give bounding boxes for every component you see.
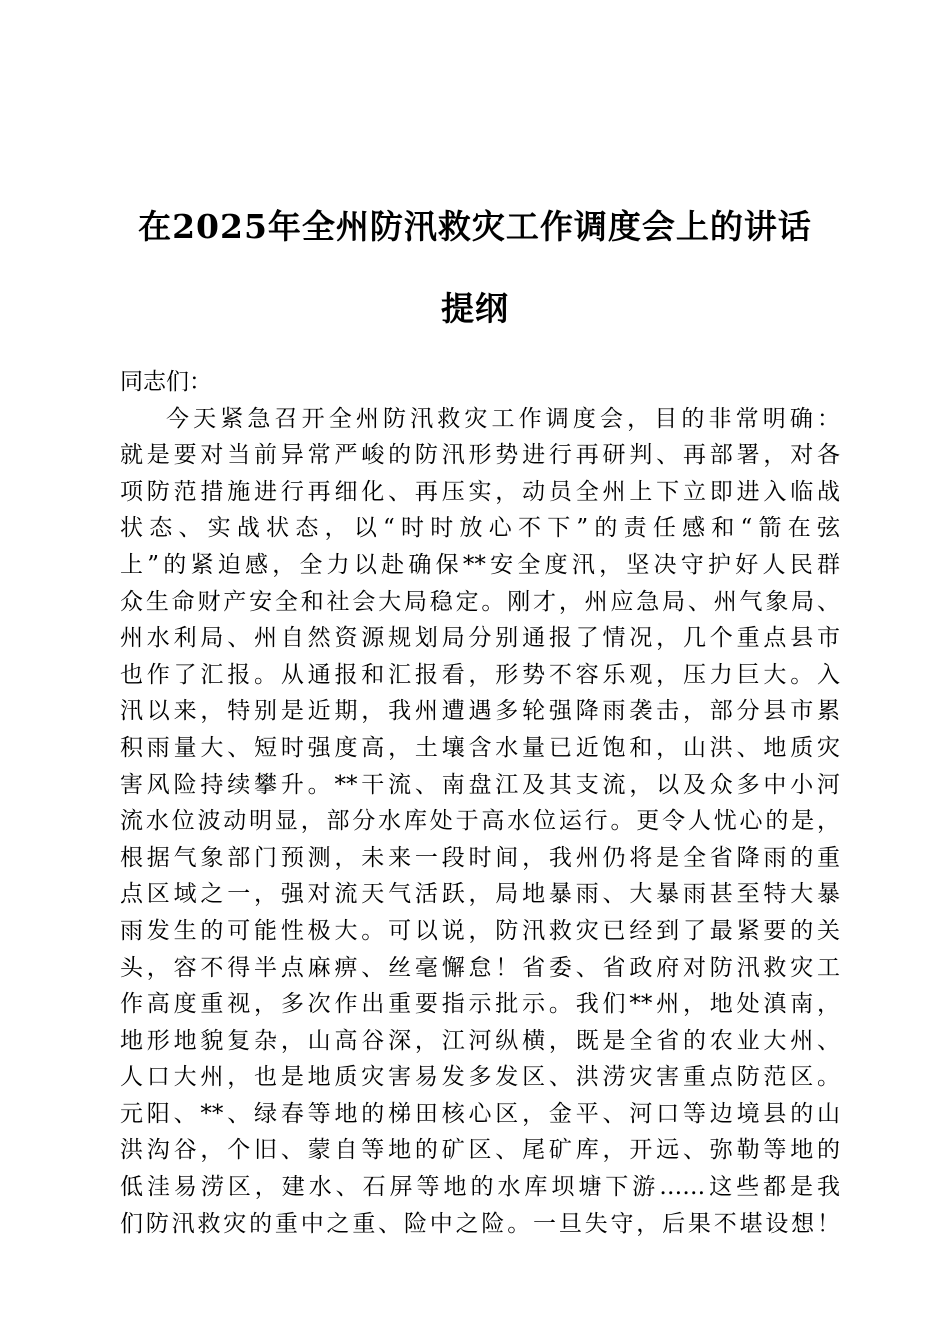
paragraph-line: 害风险持续攀升。**干流、南盘江及其支流，以及众多中小河	[120, 771, 840, 798]
paragraph-line: 地形地貌复杂，山高谷深，江河纵横，既是全省的农业大州、	[120, 1027, 840, 1054]
title-line-1: 在2025年全州防汛救灾工作调度会上的讲话	[138, 207, 812, 246]
paragraph-line: 低洼易涝区，建水、石屏等地的水库坝塘下游……这些都是我	[120, 1174, 840, 1201]
paragraph-line: 汛以来，特别是近期，我州遭遇多轮强降雨袭击，部分县市累	[120, 698, 840, 725]
paragraph-line: 州水利局、州自然资源规划局分别通报了情况，几个重点县市	[120, 625, 840, 652]
document-body	[120, 364, 840, 1242]
paragraph-line: 雨发生的可能性极大。可以说，防汛救灾已经到了最紧要的关	[120, 917, 840, 944]
paragraph-line: 今天紧急召开全州防汛救灾工作调度会，目的非常明确：	[166, 405, 840, 432]
document-title	[110, 186, 840, 350]
paragraph-line: 洪沟谷，个旧、蒙自等地的矿区、尾矿库，开远、弥勒等地的	[120, 1137, 840, 1164]
paragraph-line: 头，容不得半点麻痹、丝毫懈怠！省委、省政府对防汛救灾工	[120, 954, 840, 981]
paragraph-line: 状态、实战状态，以“时时放心不下”的责任感和“箭在弦	[120, 515, 840, 542]
paragraph-line: 就是要对当前异常严峻的防汛形势进行再研判、再部署，对各	[120, 442, 840, 469]
title-line-2: 提纲	[441, 289, 509, 328]
paragraph-line: 根据气象部门预测，未来一段时间，我州仍将是全省降雨的重	[120, 844, 840, 871]
paragraph-line: 人口大州，也是地质灾害易发多发区、洪涝灾害重点防范区。	[120, 1064, 840, 1091]
paragraph-line: 上”的紧迫感，全力以赴确保**安全度汛，坚决守护好人民群	[120, 551, 840, 578]
paragraph-line: 元阳、**、绿春等地的梯田核心区，金平、河口等边境县的山	[120, 1100, 840, 1127]
paragraph-line: 流水位波动明显，部分水库处于高水位运行。更令人忧心的是，	[120, 808, 840, 835]
paragraph-line: 点区域之一，强对流天气活跃，局地暴雨、大暴雨甚至特大暴	[120, 881, 840, 908]
paragraph-line: 积雨量大、短时强度高，土壤含水量已近饱和，山洪、地质灾	[120, 734, 840, 761]
paragraph	[120, 401, 840, 1243]
paragraph-line: 众生命财产安全和社会大局稳定。刚才，州应急局、州气象局、	[120, 588, 840, 615]
paragraph-line: 作高度重视，多次作出重要指示批示。我们**州，地处滇南，	[120, 991, 840, 1018]
salutation: 同志们：	[120, 369, 212, 395]
paragraph-line: 项防范措施进行再细化、再压实，动员全州上下立即进入临战	[120, 478, 840, 505]
paragraph-line: 们防汛救灾的重中之重、险中之险。一旦失守，后果不堪设想！	[120, 1210, 840, 1237]
paragraph-line: 也作了汇报。从通报和汇报看，形势不容乐观，压力巨大。入	[120, 661, 840, 688]
